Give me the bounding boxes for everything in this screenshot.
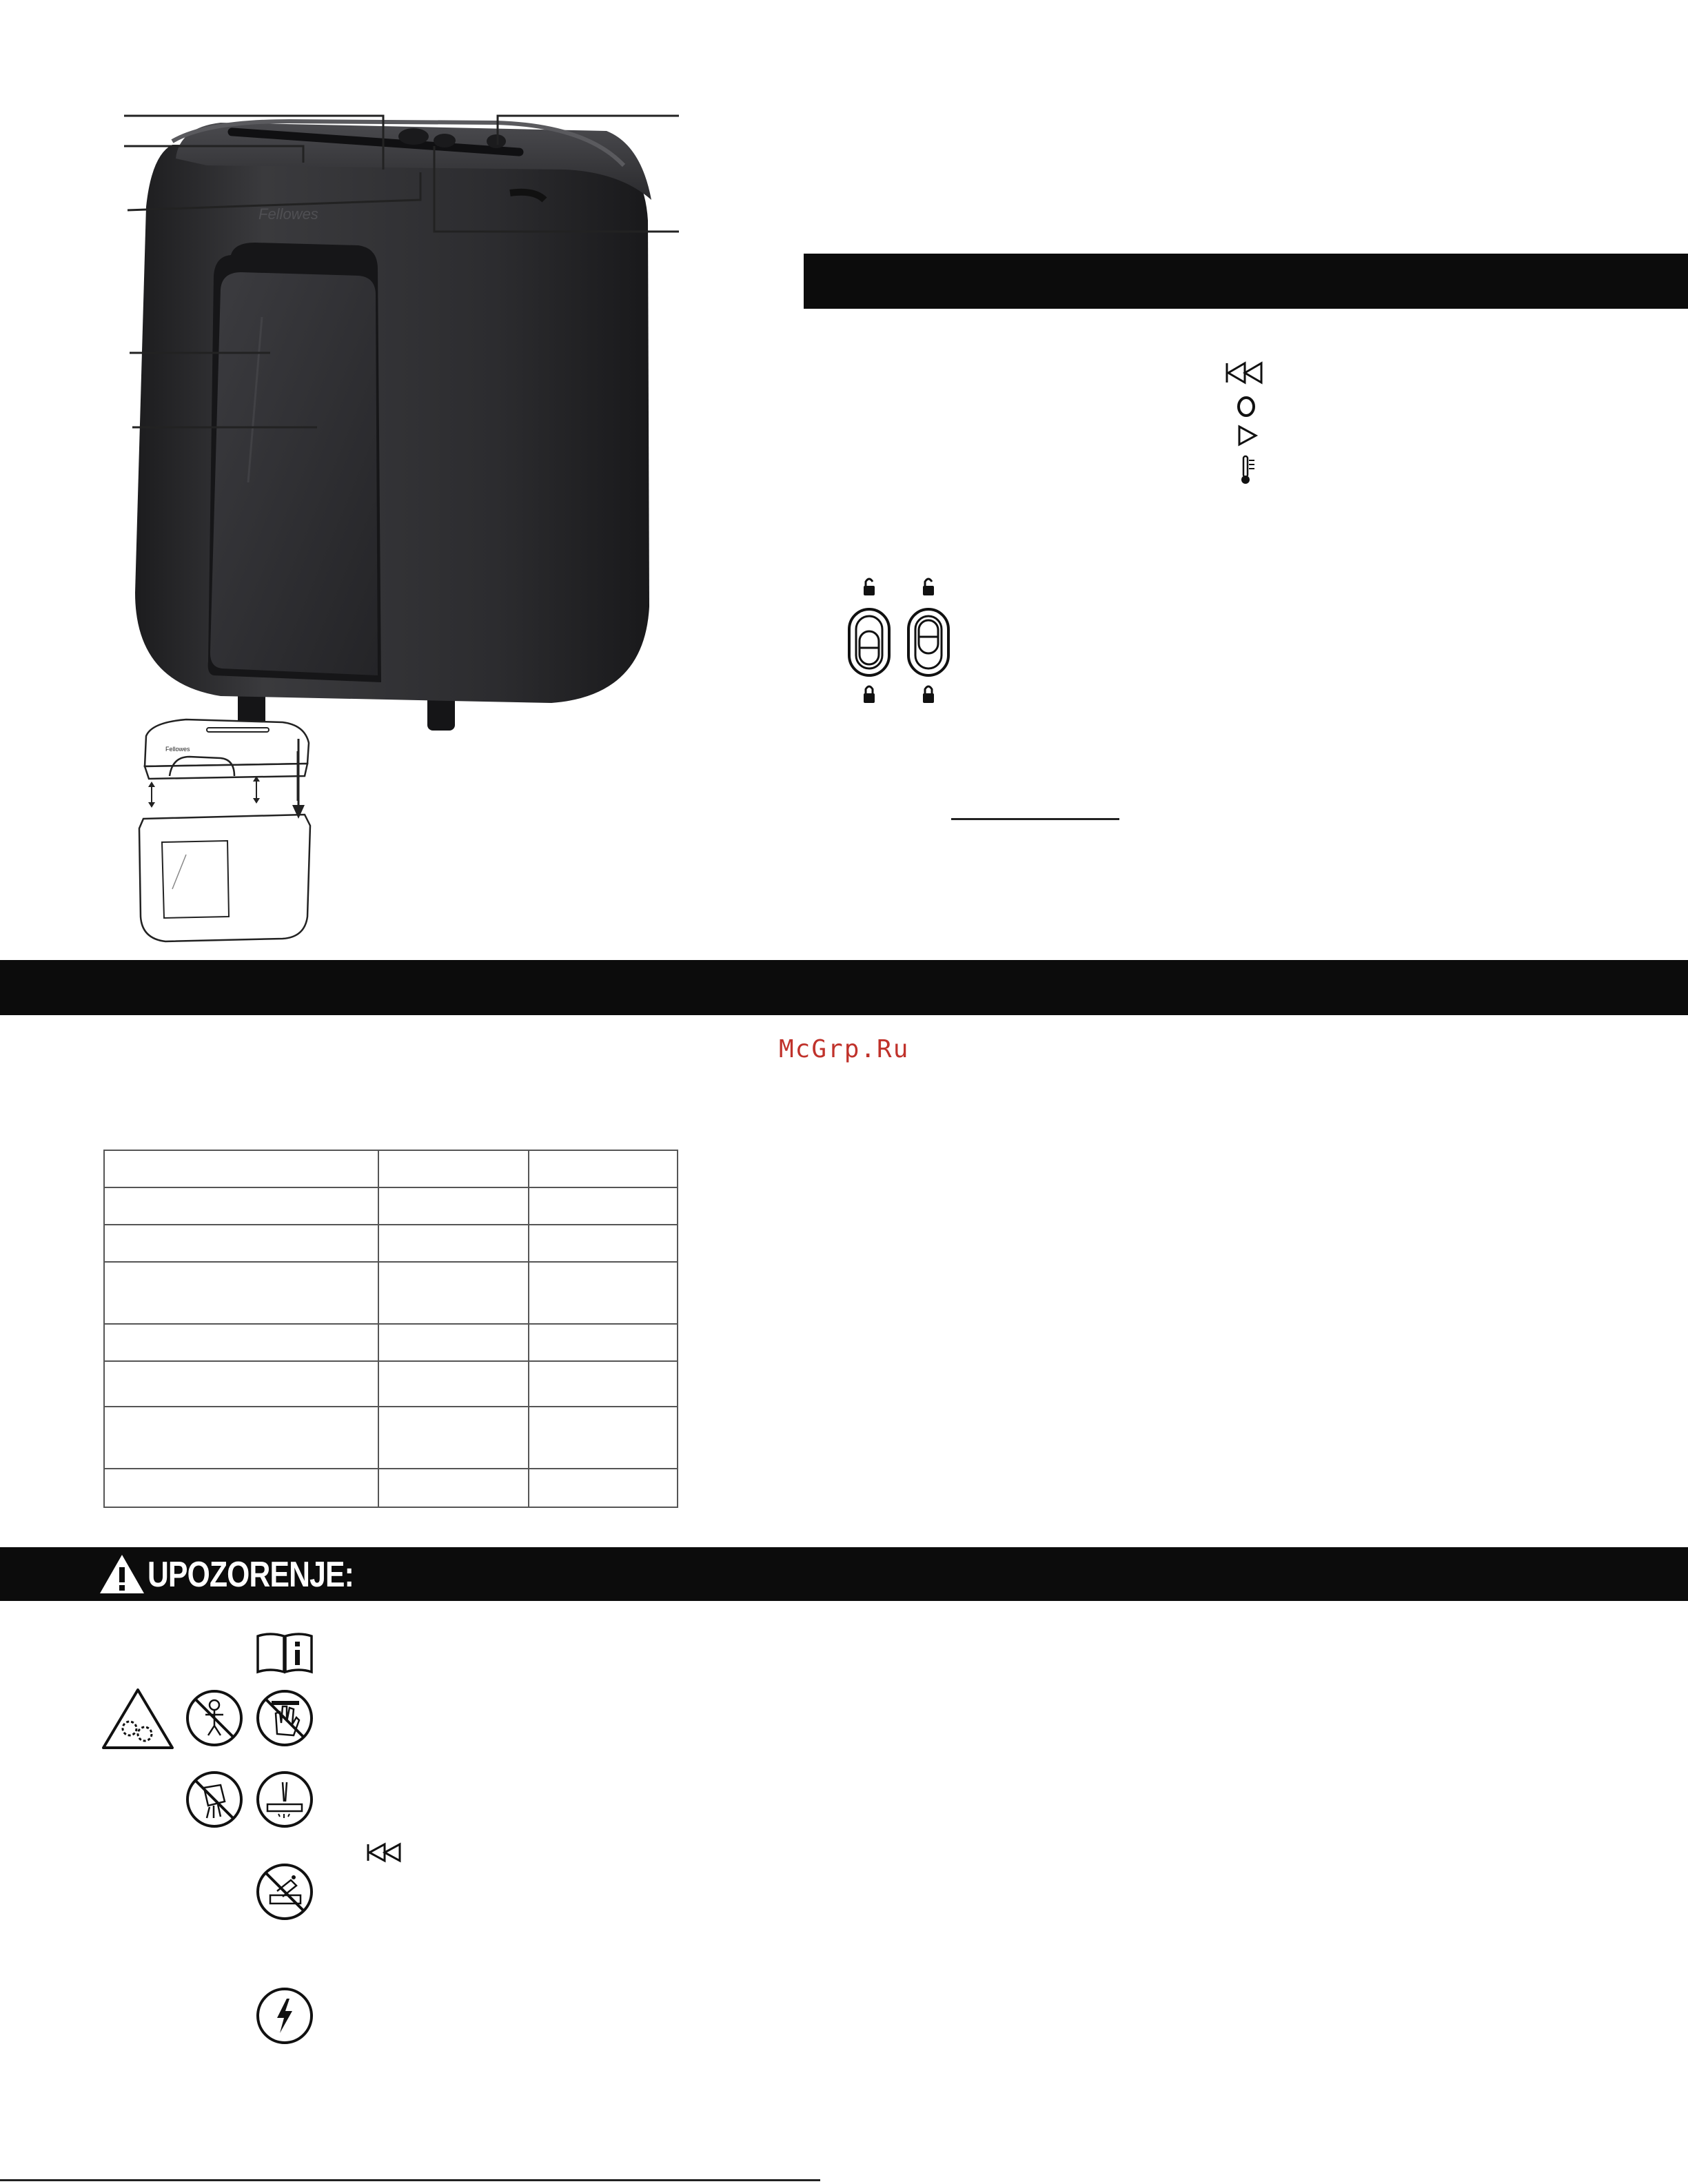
table-cell (378, 1225, 529, 1262)
table-cell (104, 1225, 378, 1262)
section-header-bar (804, 254, 1688, 309)
insert-arrow-icon (288, 739, 309, 821)
table-cell (378, 1324, 529, 1361)
table-cell (378, 1469, 529, 1507)
reverse-icon-small (365, 1841, 404, 1864)
table-cell (529, 1407, 678, 1469)
table-cell (529, 1324, 678, 1361)
no-loose-clothing-icon (186, 1771, 243, 1828)
lock-icon (864, 686, 934, 703)
watermark: McGrp.Ru (779, 1035, 910, 1063)
warning-triangle-icon (98, 1552, 146, 1596)
no-aerosol-icon (256, 1864, 313, 1920)
table-row (104, 1225, 678, 1262)
table-cell (104, 1361, 378, 1407)
auto-forward-icon (1237, 423, 1260, 448)
table-cell (104, 1187, 378, 1225)
spec-table (103, 1150, 678, 1508)
table-cell (529, 1150, 678, 1187)
table-cell (104, 1262, 378, 1324)
table-cell (378, 1361, 529, 1407)
table-cell (529, 1469, 678, 1507)
table-row (104, 1262, 678, 1324)
underline-rule (951, 818, 1119, 820)
table-cell (378, 1187, 529, 1225)
reverse-icon (1224, 360, 1265, 385)
table-cell (378, 1407, 529, 1469)
no-hair-icon (256, 1771, 313, 1828)
no-children-icon (186, 1690, 243, 1746)
table-row (104, 1469, 678, 1507)
unlock-icon (864, 579, 934, 595)
table-cell (104, 1324, 378, 1361)
svg-text:Fellowes: Fellowes (258, 205, 318, 223)
warning-title: UPOZORENJE: (148, 1555, 354, 1595)
table-cell (529, 1262, 678, 1324)
moving-parts-hazard-icon (101, 1686, 175, 1751)
section-header-bar-2 (0, 960, 1688, 1015)
table-row (104, 1361, 678, 1407)
footer-rule (0, 2179, 820, 2181)
table-row (104, 1187, 678, 1225)
table-row (104, 1324, 678, 1361)
table-cell (529, 1225, 678, 1262)
table-cell (378, 1150, 529, 1187)
electrical-hazard-icon (256, 1988, 313, 2044)
no-hands-icon (256, 1690, 313, 1746)
off-icon (1234, 393, 1259, 420)
table-row (104, 1407, 678, 1469)
read-manual-icon (255, 1631, 314, 1675)
table-cell (529, 1187, 678, 1225)
safety-lock-diagram (840, 576, 964, 714)
svg-text:Fellowes: Fellowes (165, 746, 190, 753)
table-cell (378, 1262, 529, 1324)
table-cell (104, 1150, 378, 1187)
table-cell (529, 1361, 678, 1407)
table-row (104, 1150, 678, 1187)
table-cell (104, 1407, 378, 1469)
shredder-product-image (0, 0, 689, 951)
table-cell (104, 1469, 378, 1507)
overheat-icon (1239, 455, 1259, 487)
